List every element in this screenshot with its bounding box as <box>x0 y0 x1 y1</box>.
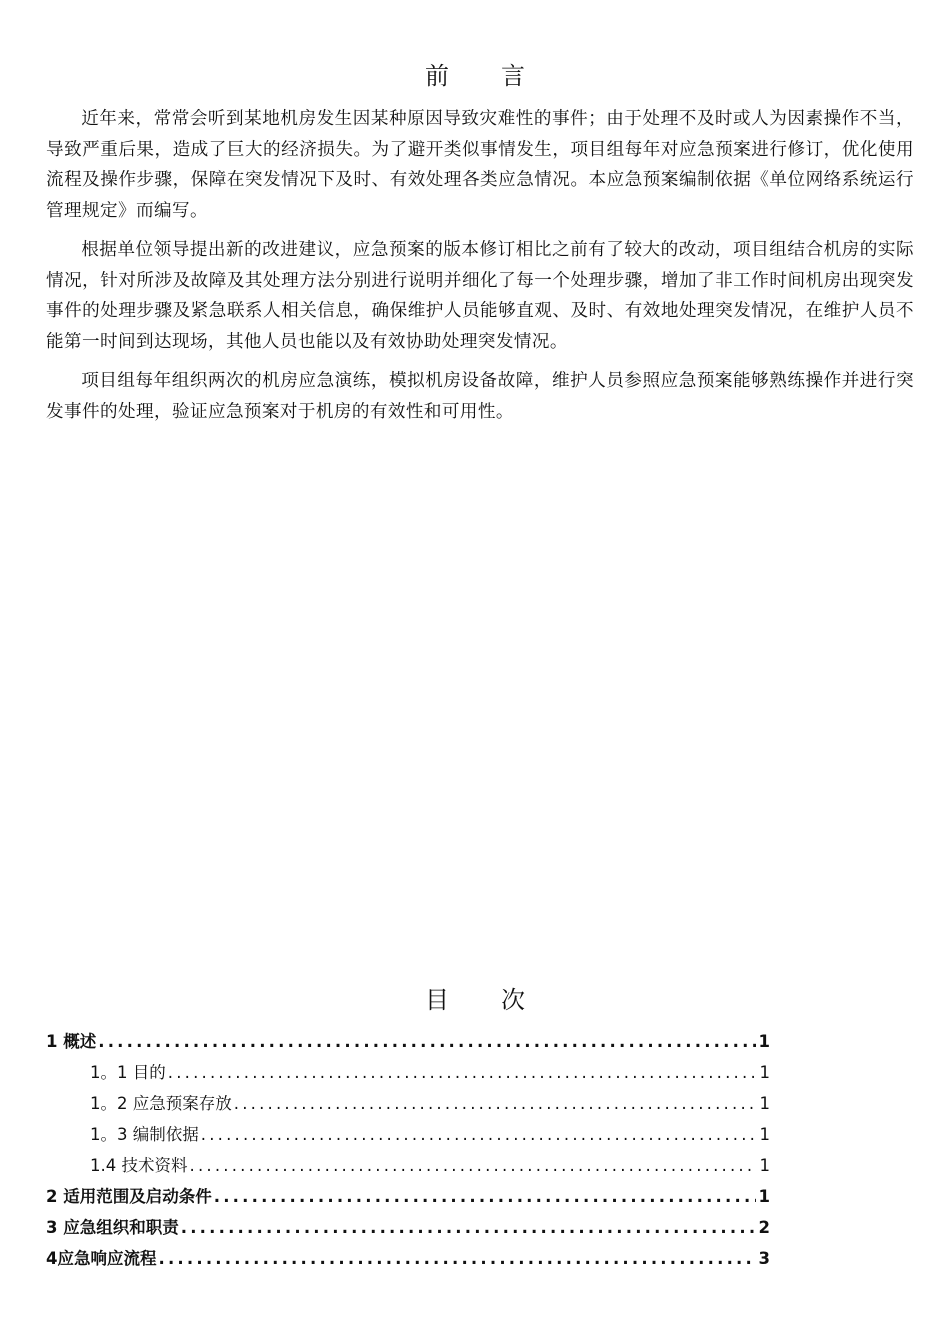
preface-paragraph: 项目组每年组织两次的机房应急演练，模拟机房设备故障，维护人员参照应急预案能够熟练操作并进行突发事件的处理，验证应急预案对于机房的有效性和可用性。 <box>46 371 914 422</box>
table-of-contents <box>46 1026 770 1274</box>
toc-leader-dots <box>158 1243 756 1274</box>
toc-leader-dots <box>181 1212 756 1243</box>
toc-leader-dots <box>234 1088 756 1119</box>
toc-entry[interactable] <box>46 1150 770 1181</box>
toc-entry-label: 1 概述 <box>46 1032 97 1051</box>
toc-entry[interactable] <box>46 1088 770 1119</box>
toc-leader-dots <box>190 1150 757 1181</box>
toc-entry-page: 1 <box>759 1063 770 1082</box>
toc-entry-label: 1。3 编制依据 <box>90 1125 199 1144</box>
toc-entry[interactable] <box>46 1243 770 1274</box>
preface-paragraph: 近年来，常常会听到某地机房发生因某种原因导致灾难性的事件；由于处理不及时或人为因素操作不当，导致严重后果，造成了巨大的经济损失。为了避开类似事情发生，项目组每年对应急预案进行修订，优化使用流程及操作步骤，保障在突发情况下及时、有效处理各类应急情况。本应急预案编制依据《单位网络系统运行管理规定》而编写。 <box>46 109 914 221</box>
toc-entry-page: 1 <box>759 1156 770 1175</box>
toc-entry-page: 1 <box>759 1094 770 1113</box>
toc-title: 目次 <box>425 986 577 1014</box>
toc-entry-label: 2 适用范围及启动条件 <box>46 1187 212 1206</box>
toc-entry[interactable] <box>46 1026 770 1057</box>
toc-entry-label: 1.4 技术资料 <box>90 1156 188 1175</box>
toc-entry[interactable] <box>46 1057 770 1088</box>
toc-entry-page: 3 <box>758 1249 770 1268</box>
toc-entry[interactable] <box>46 1181 770 1212</box>
toc-entry-page: 1 <box>758 1187 770 1206</box>
toc-entry-label: 1。1 目的 <box>90 1063 166 1082</box>
toc-entry-label: 4应急响应流程 <box>46 1249 157 1268</box>
preface-paragraph: 根据单位领导提出新的改进建议，应急预案的版本修订相比之前有了较大的改动，项目组结合机房的实际情况，针对所涉及故障及其处理方法分别进行说明并细化了每一个处理步骤，增加了非工作时间机房出现突发事件的处理步骤及紧急联系人相关信息，确保维护人员能够直观、及时、有效地处理突发情况，在维护人员不能第一时间到达现场，其他人员也能以及有效协助处理突发情况。 <box>46 240 914 352</box>
preface-title: 前言 <box>425 62 577 90</box>
toc-leader-dots <box>168 1057 756 1088</box>
toc-entry-label: 1。2 应急预案存放 <box>90 1094 232 1113</box>
toc-entry[interactable] <box>46 1212 770 1243</box>
toc-entry[interactable] <box>46 1119 770 1150</box>
toc-leader-dots <box>201 1119 756 1150</box>
preface-body <box>46 104 914 436</box>
toc-entry-page: 1 <box>759 1125 770 1144</box>
toc-entry-page: 2 <box>758 1218 770 1237</box>
toc-entry-label: 3 应急组织和职责 <box>46 1218 179 1237</box>
toc-leader-dots <box>98 1026 756 1057</box>
toc-entry-page: 1 <box>758 1032 770 1051</box>
toc-leader-dots <box>214 1181 756 1212</box>
